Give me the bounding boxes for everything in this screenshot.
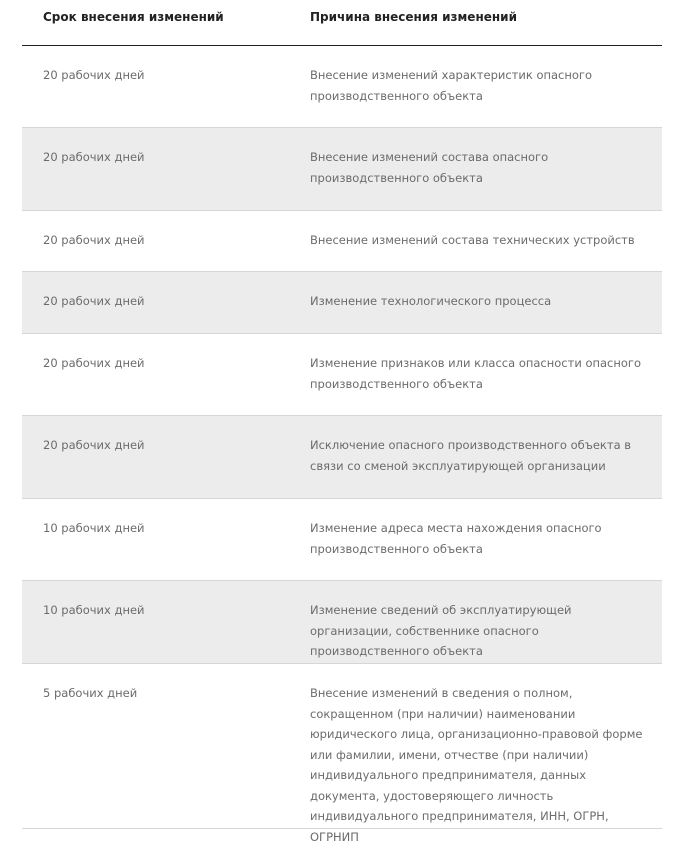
reason-cell: Изменение сведений об эксплуатирующей организации, собственнике опасного производственного объекта [310, 603, 572, 658]
term-cell: 20 рабочих дней [43, 68, 145, 82]
changes-table [22, 0, 662, 844]
table-row [22, 211, 662, 272]
reason-cell: Внесение изменений состава технических устройств [310, 233, 635, 247]
reason-cell: Внесение изменений характеристик опасного производственного объекта [310, 68, 593, 103]
term-cell: 20 рабочих дней [43, 294, 145, 308]
table-row [22, 46, 662, 128]
reason-cell: Изменение признаков или класса опасности опасного производственного объекта [310, 356, 642, 391]
term-cell: 20 рабочих дней [43, 356, 145, 370]
term-cell: 10 рабочих дней [43, 603, 145, 617]
reason-cell: Исключение опасного производственного объекта в связи со сменой эксплуатирующей организации [310, 438, 632, 473]
table-row [22, 128, 662, 211]
reason-cell: Изменение адреса места нахождения опасного производственного объекта [310, 521, 602, 556]
term-cell: 5 рабочих дней [43, 686, 138, 700]
table-row [22, 272, 662, 334]
table-row [22, 664, 662, 844]
reason-cell: Изменение технологического процесса [310, 294, 552, 308]
table-row [22, 416, 662, 499]
term-cell: 20 рабочих дней [43, 150, 145, 164]
term-cell: 20 рабочих дней [43, 438, 145, 452]
table-header [22, 0, 662, 46]
term-cell: 20 рабочих дней [43, 233, 145, 247]
term-cell: 10 рабочих дней [43, 521, 145, 535]
table-row [22, 334, 662, 416]
header-term: Срок внесения изменений [43, 10, 224, 24]
header-reason: Причина внесения изменений [310, 10, 517, 24]
table-row [22, 581, 662, 664]
reason-cell: Внесение изменений состава опасного производственного объекта [310, 150, 549, 185]
reason-cell: Внесение изменений в сведения о полном, сокращенном (при наличии) наименовании юридического лица, организационно-правовой форме или фамилии, имени, отчестве (при наличии) индивидуального предпринимателя, данных документа, удостоверяющего личность индивидуального предпринимателя, ИНН, ОГРН, ОГРНИП [310, 686, 643, 844]
table-row [22, 499, 662, 581]
